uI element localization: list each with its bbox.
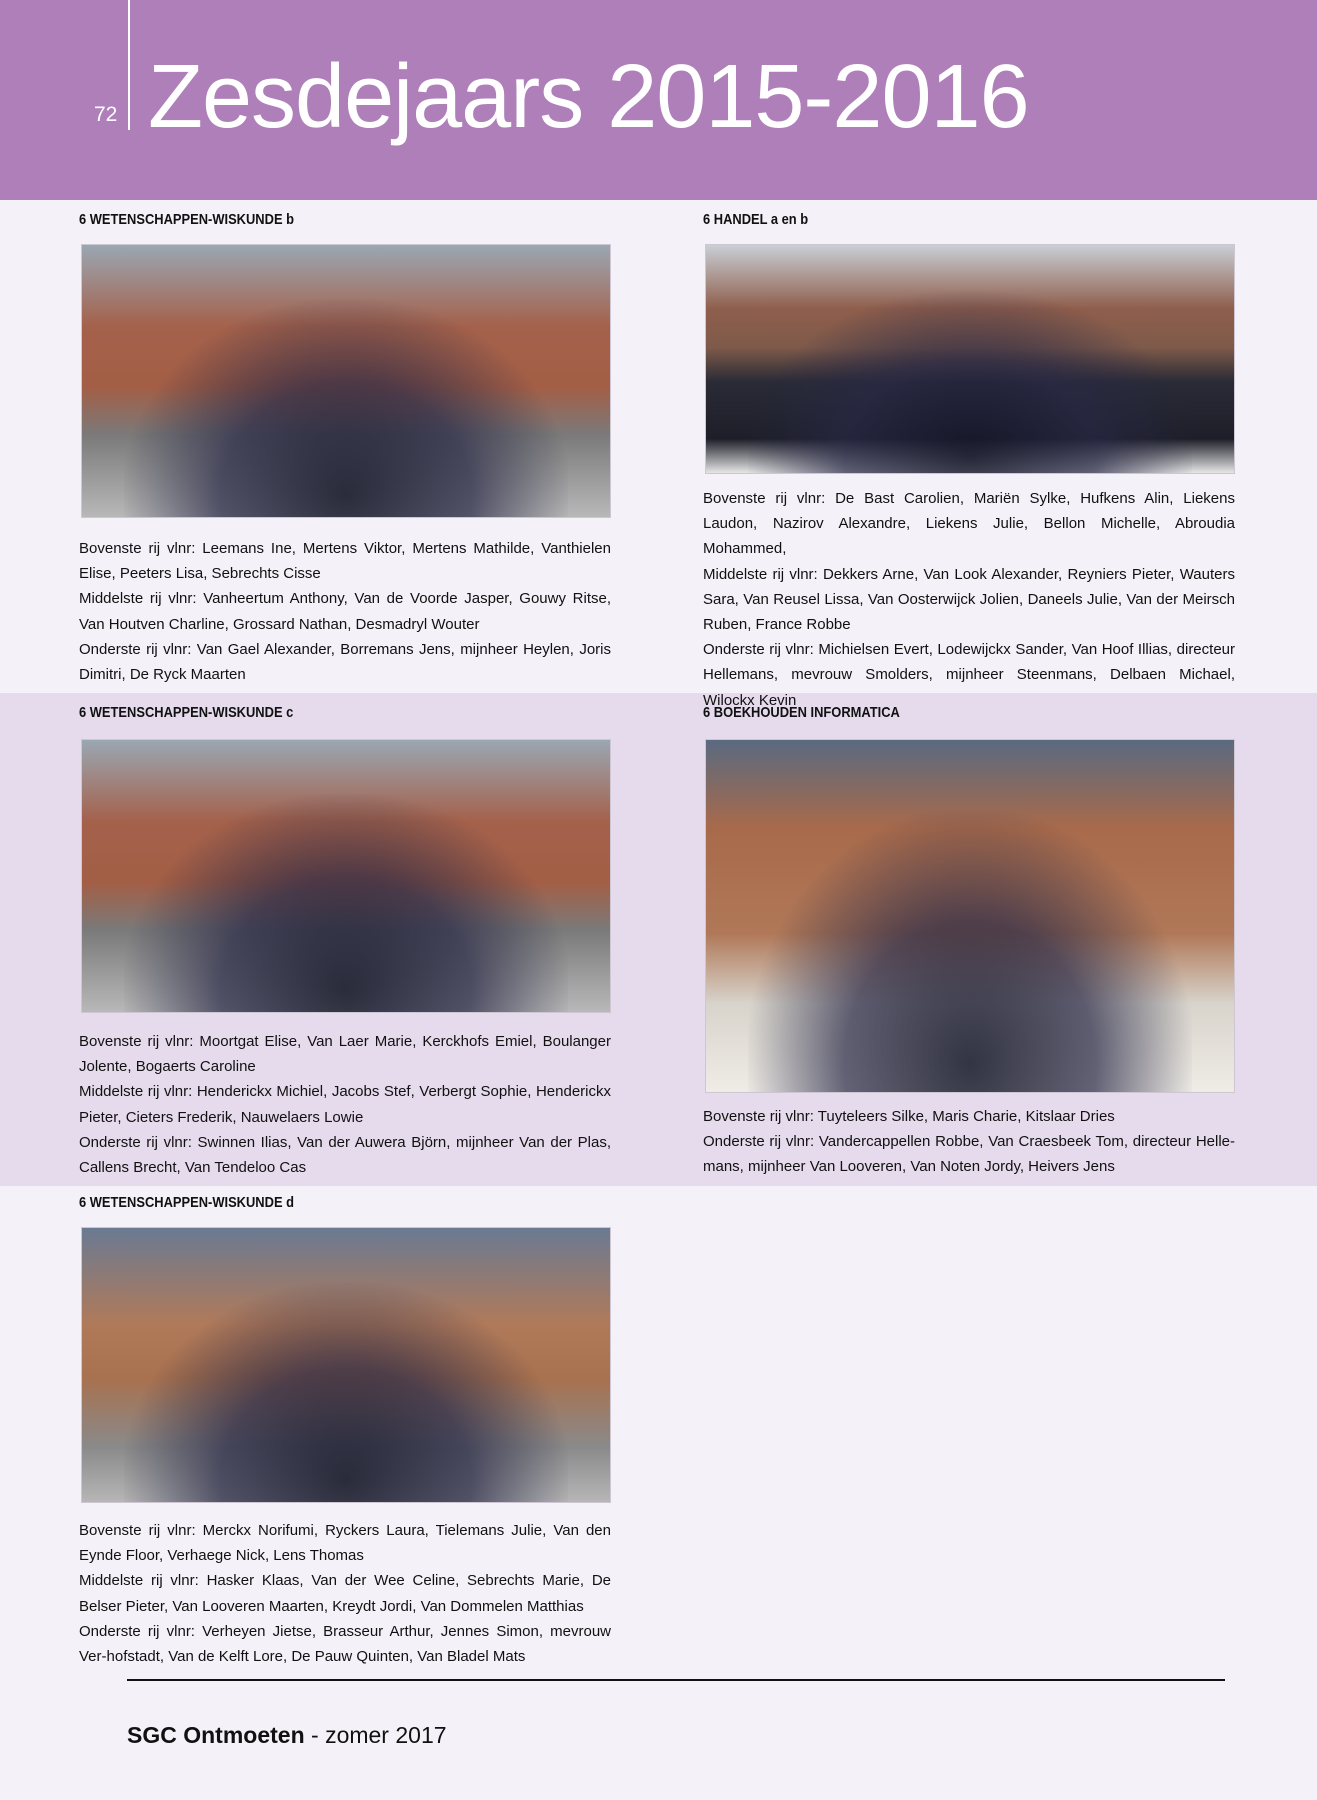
section-heading: 6 WETENSCHAPPEN-WISKUNDE b [79,211,295,228]
page-footer [127,1722,447,1749]
caption-bottom-row: Onderste rij vlnr: Verheyen Jietse, Brasseur Arthur, Jennes Simon, mevrouw Ver-hofstadt, Van de Kelft Lore, De Pauw Quinten, Van Bladel Mats [79,1622,611,1666]
photo-group-silhouette [124,1283,568,1502]
section-heading: 6 BOEKHOUDEN INFORMATICA [703,704,900,721]
class-section-handel [703,210,1235,709]
section-heading: 6 WETENSCHAPPEN-WISKUNDE d [79,1194,295,1211]
page-title-main: Zesdejaars [148,47,584,147]
magazine-name: SGC Ontmoeten [127,1722,305,1748]
caption-top-row: Bovenste rij vlnr: De Bast Carolien, Mariën Sylke, Hufkens Alin, Liekens Laudon, Nazirov Alexandre, Liekens Julie, Bellon Michelle, Abroudia Mohammed, [703,490,1235,558]
class-photo [705,244,1235,474]
magazine-edition: - zomer 2017 [304,1722,447,1748]
caption-bottom-row: Onderste rij vlnr: Michielsen Evert, Lodewijckx Sander, Van Hoof Illias, directeur Hellemans, mevrouw Smolders, mijnheer Steenmans, Delbaen Michael, Wilockx Kevin [703,641,1235,709]
header-divider [128,0,130,130]
photo-caption [79,536,611,687]
class-photo [81,739,611,1013]
photo-group-silhouette [124,794,568,1012]
photo-group-silhouette [748,810,1192,1092]
class-photo [705,739,1235,1093]
caption-middle-row: Middelste rij vlnr: Dekkers Arne, Van Look Alexander, Reyniers Pieter, Wauters Sara, Van Reusel Lissa, Van Oosterwijck Jolien, Daneels Julie, Van der Meirsch Ruben, France Robbe [703,565,1235,634]
class-photo [81,244,611,518]
class-photo [81,1227,611,1503]
caption-top-row: Bovenste rij vlnr: Leemans Ine, Mertens Viktor, Mertens Mathilde, Vanthielen Elise, Peeters Lisa, Sebrechts Cisse [79,540,611,583]
photo-caption [79,1029,611,1180]
class-section-ww-b [79,210,611,684]
photo-caption [703,1104,1235,1180]
class-section-ww-d [79,1193,611,1666]
section-heading: 6 HANDEL a en b [703,211,809,228]
photo-caption [703,486,1235,713]
caption-top-row: Bovenste rij vlnr: Merckx Norifumi, Ryckers Laura, Tielemans Julie, Van den Eynde Floor, Verhaege Nick, Lens Thomas [79,1522,611,1565]
page-header [0,0,1317,200]
caption-top-row: Bovenste rij vlnr: Moortgat Elise, Van Laer Marie, Kerckhofs Emiel, Boulanger Jolente, Bogaerts Caroline [79,1033,611,1076]
page-title [148,42,1029,152]
photo-group-silhouette [748,291,1192,473]
caption-bottom-row: Onderste rij vlnr: Swinnen Ilias, Van der Auwera Björn, mijnheer Van der Plas, Callens Brecht, Van Tendeloo Cas [79,1133,611,1177]
caption-middle-row: Middelste rij vlnr: Hasker Klaas, Van der Wee Celine, Sebrechts Marie, De Belser Pieter, Van Looveren Maarten, Kreydt Jordi, Van Dommelen Matthias [79,1572,611,1615]
photo-group-silhouette [124,299,568,517]
class-section-ww-c [79,703,611,1177]
caption-top-row: Bovenste rij vlnr: Tuyteleers Silke, Maris Charie, Kitslaar Dries [703,1108,1115,1125]
page-number: 72 [94,103,118,126]
page-title-year: 2015-2016 [607,47,1029,147]
footer-divider [127,1679,1225,1681]
photo-caption [79,1518,611,1669]
class-section-boekhouden [703,703,1235,1176]
caption-bottom-row: Onderste rij vlnr: Van Gael Alexander, Borremans Jens, mijnheer Heylen, Joris Dimitri, De Ryck Maarten [79,640,611,684]
caption-bottom-row: Onderste rij vlnr: Vandercappellen Robbe, Van Craesbeek Tom, directeur Helle-mans, mijnheer Van Looveren, Van Noten Jordy, Heivers Jens [703,1133,1235,1176]
caption-middle-row: Middelste rij vlnr: Vanheertum Anthony, Van de Voorde Jasper, Gouwy Ritse, Van Houtven Charline, Grossard Nathan, Desmadryl Wouter [79,590,611,633]
caption-middle-row: Middelste rij vlnr: Henderickx Michiel, Jacobs Stef, Verbergt Sophie, Henderickx Pieter, Cieters Frederik, Nauwelaers Lowie [79,1083,611,1126]
section-heading: 6 WETENSCHAPPEN-WISKUNDE c [79,704,294,721]
